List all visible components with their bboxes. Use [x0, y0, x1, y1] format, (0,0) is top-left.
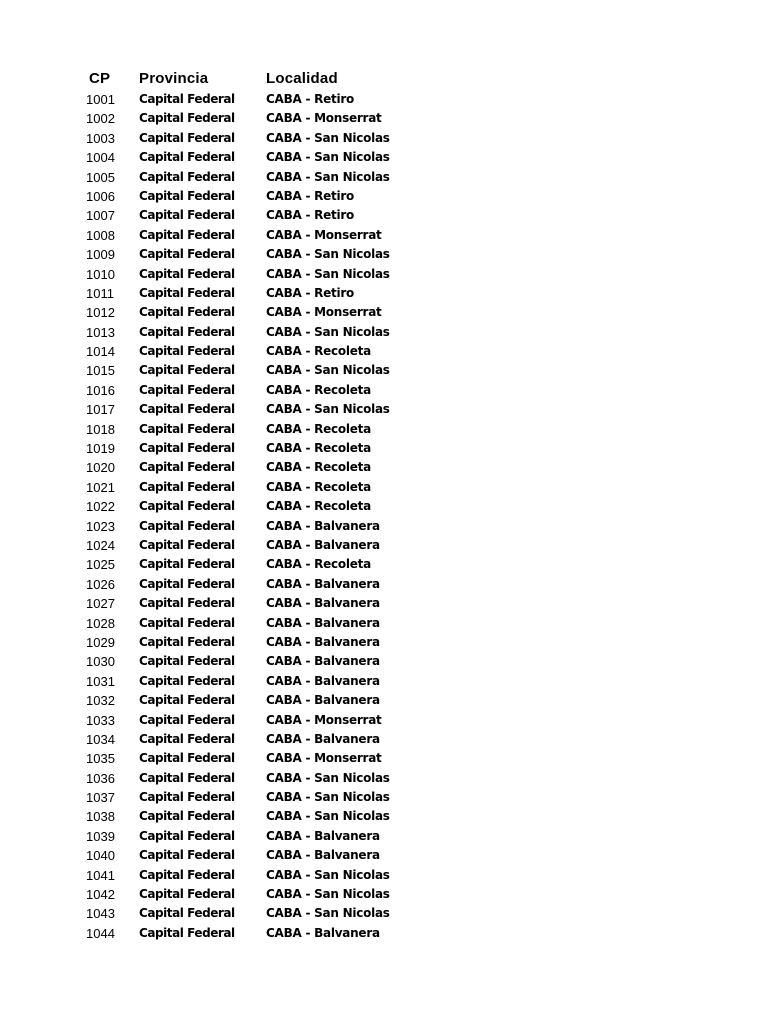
cell-cp: 1005: [86, 169, 115, 185]
cell-cp: 1003: [86, 130, 115, 146]
cell-localidad: CABA - Monserrat: [266, 712, 382, 727]
cell-provincia: Capital Federal: [139, 906, 235, 921]
cell-cp: 1043: [86, 906, 115, 922]
cell-cp: 1042: [86, 887, 115, 903]
cell-provincia: Capital Federal: [139, 790, 235, 805]
cell-localidad: CABA - San Nicolas: [266, 363, 390, 378]
cell-cp: 1010: [86, 266, 115, 282]
table-row: [0, 633, 768, 652]
cell-localidad: CABA - Balvanera: [266, 615, 380, 630]
cell-provincia: Capital Federal: [139, 537, 235, 552]
cell-provincia: Capital Federal: [139, 867, 235, 882]
table-row: [0, 575, 768, 594]
cell-localidad: CABA - Retiro: [266, 285, 355, 300]
cell-localidad: CABA - Recoleta: [266, 421, 371, 436]
table-row: [0, 458, 768, 477]
table-row: [0, 614, 768, 633]
cell-localidad: CABA - San Nicolas: [266, 150, 390, 165]
cell-provincia: Capital Federal: [139, 402, 235, 417]
cell-cp: 1027: [86, 596, 115, 612]
table-row: [0, 536, 768, 555]
cell-cp: 1032: [86, 693, 115, 709]
table-row: [0, 924, 768, 943]
table-row: [0, 749, 768, 768]
table-row: [0, 497, 768, 516]
table-row: [0, 148, 768, 167]
table-row: [0, 807, 768, 826]
cell-provincia: Capital Federal: [139, 731, 235, 746]
cell-provincia: Capital Federal: [139, 460, 235, 475]
cell-localidad: CABA - Monserrat: [266, 111, 382, 126]
cell-localidad: CABA - Recoleta: [266, 441, 371, 456]
table-row: [0, 904, 768, 923]
cell-localidad: CABA - Retiro: [266, 188, 355, 203]
cell-cp: 1015: [86, 363, 115, 379]
cell-localidad: CABA - Balvanera: [266, 518, 380, 533]
cell-provincia: Capital Federal: [139, 92, 235, 106]
table-row: [0, 265, 768, 284]
table-header: [0, 69, 768, 89]
cell-localidad: CABA - Balvanera: [266, 537, 380, 552]
table-row: [0, 109, 768, 128]
cell-provincia: Capital Federal: [139, 363, 235, 378]
cell-cp: 1034: [86, 731, 115, 747]
table-row: [0, 361, 768, 380]
cell-localidad: CABA - Balvanera: [266, 634, 380, 649]
cell-provincia: Capital Federal: [139, 925, 235, 940]
table-row: [0, 517, 768, 536]
cell-provincia: Capital Federal: [139, 654, 235, 669]
cell-provincia: Capital Federal: [139, 848, 235, 863]
cell-provincia: Capital Federal: [139, 188, 235, 203]
cell-provincia: Capital Federal: [139, 150, 235, 165]
cell-cp: 1007: [86, 208, 115, 224]
cell-provincia: Capital Federal: [139, 227, 235, 242]
cell-cp: 1009: [86, 247, 115, 263]
cell-cp: 1036: [86, 770, 115, 786]
table-row: [0, 284, 768, 303]
table-row: [0, 769, 768, 788]
cell-localidad: CABA - Recoleta: [266, 479, 371, 494]
cell-localidad: CABA - Monserrat: [266, 305, 382, 320]
cell-cp: 1020: [86, 460, 115, 476]
cell-cp: 1044: [86, 925, 115, 941]
cell-cp: 1039: [86, 828, 115, 844]
table-row: [0, 439, 768, 458]
cell-localidad: CABA - Balvanera: [266, 731, 380, 746]
cell-localidad: CABA - Balvanera: [266, 693, 380, 708]
cell-provincia: Capital Federal: [139, 169, 235, 184]
table-row: [0, 226, 768, 245]
header-cp: CP: [89, 70, 111, 87]
cell-provincia: Capital Federal: [139, 887, 235, 902]
table-row: [0, 168, 768, 187]
cell-provincia: Capital Federal: [139, 441, 235, 456]
cell-localidad: CABA - San Nicolas: [266, 402, 390, 417]
table-row: [0, 691, 768, 710]
cell-localidad: CABA - Balvanera: [266, 654, 380, 669]
cell-cp: 1030: [86, 654, 115, 670]
cell-provincia: Capital Federal: [139, 596, 235, 611]
cell-localidad: CABA - Balvanera: [266, 828, 380, 843]
cell-cp: 1021: [86, 479, 115, 495]
cell-cp: 1006: [86, 188, 115, 204]
table-row: [0, 478, 768, 497]
cell-provincia: Capital Federal: [139, 712, 235, 727]
table-row: [0, 400, 768, 419]
table-row: [0, 594, 768, 613]
cell-localidad: CABA - Monserrat: [266, 751, 382, 766]
cell-cp: 1008: [86, 227, 115, 243]
cell-localidad: CABA - Balvanera: [266, 925, 380, 940]
cell-cp: 1035: [86, 751, 115, 767]
cell-provincia: Capital Federal: [139, 518, 235, 533]
cell-cp: 1019: [86, 441, 115, 457]
table-row: [0, 342, 768, 361]
cell-localidad: CABA - San Nicolas: [266, 790, 390, 805]
cell-cp: 1025: [86, 557, 115, 573]
cell-localidad: CABA - Balvanera: [266, 673, 380, 688]
cell-cp: 1018: [86, 421, 115, 437]
cell-cp: 1023: [86, 518, 115, 534]
cell-cp: 1029: [86, 634, 115, 650]
cell-localidad: CABA - Recoleta: [266, 382, 371, 397]
cell-localidad: CABA - San Nicolas: [266, 770, 390, 785]
cell-localidad: CABA - Retiro: [266, 92, 355, 106]
cell-provincia: Capital Federal: [139, 499, 235, 514]
cell-cp: 1004: [86, 150, 115, 166]
cell-cp: 1033: [86, 712, 115, 728]
cell-localidad: CABA - San Nicolas: [266, 169, 390, 184]
table-row: [0, 866, 768, 885]
table-row: [0, 303, 768, 322]
cell-provincia: Capital Federal: [139, 615, 235, 630]
cell-localidad: CABA - Recoleta: [266, 557, 371, 572]
cell-provincia: Capital Federal: [139, 421, 235, 436]
cell-localidad: CABA - San Nicolas: [266, 887, 390, 902]
table-row: [0, 420, 768, 439]
cell-provincia: Capital Federal: [139, 809, 235, 824]
cell-cp: 1026: [86, 576, 115, 592]
cell-cp: 1013: [86, 324, 115, 340]
table-row: [0, 555, 768, 574]
cell-cp: 1028: [86, 615, 115, 631]
table-row: [0, 827, 768, 846]
cell-provincia: Capital Federal: [139, 344, 235, 359]
cell-cp: 1012: [86, 305, 115, 321]
table-row: [0, 90, 768, 109]
cell-cp: 1041: [86, 867, 115, 883]
cell-localidad: CABA - Balvanera: [266, 596, 380, 611]
cell-cp: 1040: [86, 848, 115, 864]
cell-localidad: CABA - Balvanera: [266, 576, 380, 591]
table-row: [0, 672, 768, 691]
cell-provincia: Capital Federal: [139, 324, 235, 339]
cell-localidad: CABA - San Nicolas: [266, 266, 390, 281]
table-row: [0, 885, 768, 904]
table-row: [0, 381, 768, 400]
cell-localidad: CABA - Recoleta: [266, 499, 371, 514]
cell-cp: 1017: [86, 402, 115, 418]
table-row: [0, 788, 768, 807]
cell-provincia: Capital Federal: [139, 576, 235, 591]
table-row: [0, 323, 768, 342]
cell-localidad: CABA - Recoleta: [266, 344, 371, 359]
cell-provincia: Capital Federal: [139, 247, 235, 262]
cell-provincia: Capital Federal: [139, 693, 235, 708]
cell-localidad: CABA - San Nicolas: [266, 867, 390, 882]
cell-provincia: Capital Federal: [139, 130, 235, 145]
cell-provincia: Capital Federal: [139, 305, 235, 320]
cell-cp: 1011: [86, 285, 114, 301]
cell-localidad: CABA - San Nicolas: [266, 809, 390, 824]
cell-provincia: Capital Federal: [139, 634, 235, 649]
cell-provincia: Capital Federal: [139, 208, 235, 223]
cell-localidad: CABA - Recoleta: [266, 460, 371, 475]
header-localidad: Localidad: [266, 70, 338, 87]
cell-provincia: Capital Federal: [139, 557, 235, 572]
cell-localidad: CABA - San Nicolas: [266, 130, 390, 145]
cell-provincia: Capital Federal: [139, 751, 235, 766]
cell-cp: 1037: [86, 790, 115, 806]
table-row: [0, 846, 768, 865]
cell-cp: 1022: [86, 499, 115, 515]
cell-localidad: CABA - San Nicolas: [266, 247, 390, 262]
table-row: [0, 129, 768, 148]
cell-localidad: CABA - San Nicolas: [266, 906, 390, 921]
cell-provincia: Capital Federal: [139, 479, 235, 494]
table-row: [0, 245, 768, 264]
cell-cp: 1014: [86, 344, 115, 360]
table-body: [0, 90, 768, 943]
cell-localidad: CABA - Monserrat: [266, 227, 382, 242]
cell-provincia: Capital Federal: [139, 382, 235, 397]
cell-cp: 1016: [86, 382, 115, 398]
cell-localidad: CABA - Balvanera: [266, 848, 380, 863]
cell-localidad: CABA - San Nicolas: [266, 324, 390, 339]
table-row: [0, 652, 768, 671]
cell-provincia: Capital Federal: [139, 673, 235, 688]
cell-provincia: Capital Federal: [139, 111, 235, 126]
table-row: [0, 206, 768, 225]
cell-cp: 1031: [86, 673, 115, 689]
cell-cp: 1024: [86, 537, 115, 553]
cell-cp: 1002: [86, 111, 115, 127]
cell-cp: 1038: [86, 809, 115, 825]
header-provincia: Provincia: [139, 70, 209, 87]
cell-provincia: Capital Federal: [139, 285, 235, 300]
cell-cp: 1001: [86, 92, 115, 107]
table-row: [0, 711, 768, 730]
cell-localidad: CABA - Retiro: [266, 208, 355, 223]
cell-provincia: Capital Federal: [139, 828, 235, 843]
table-row: [0, 730, 768, 749]
table-row: [0, 187, 768, 206]
cell-provincia: Capital Federal: [139, 266, 235, 281]
cell-provincia: Capital Federal: [139, 770, 235, 785]
